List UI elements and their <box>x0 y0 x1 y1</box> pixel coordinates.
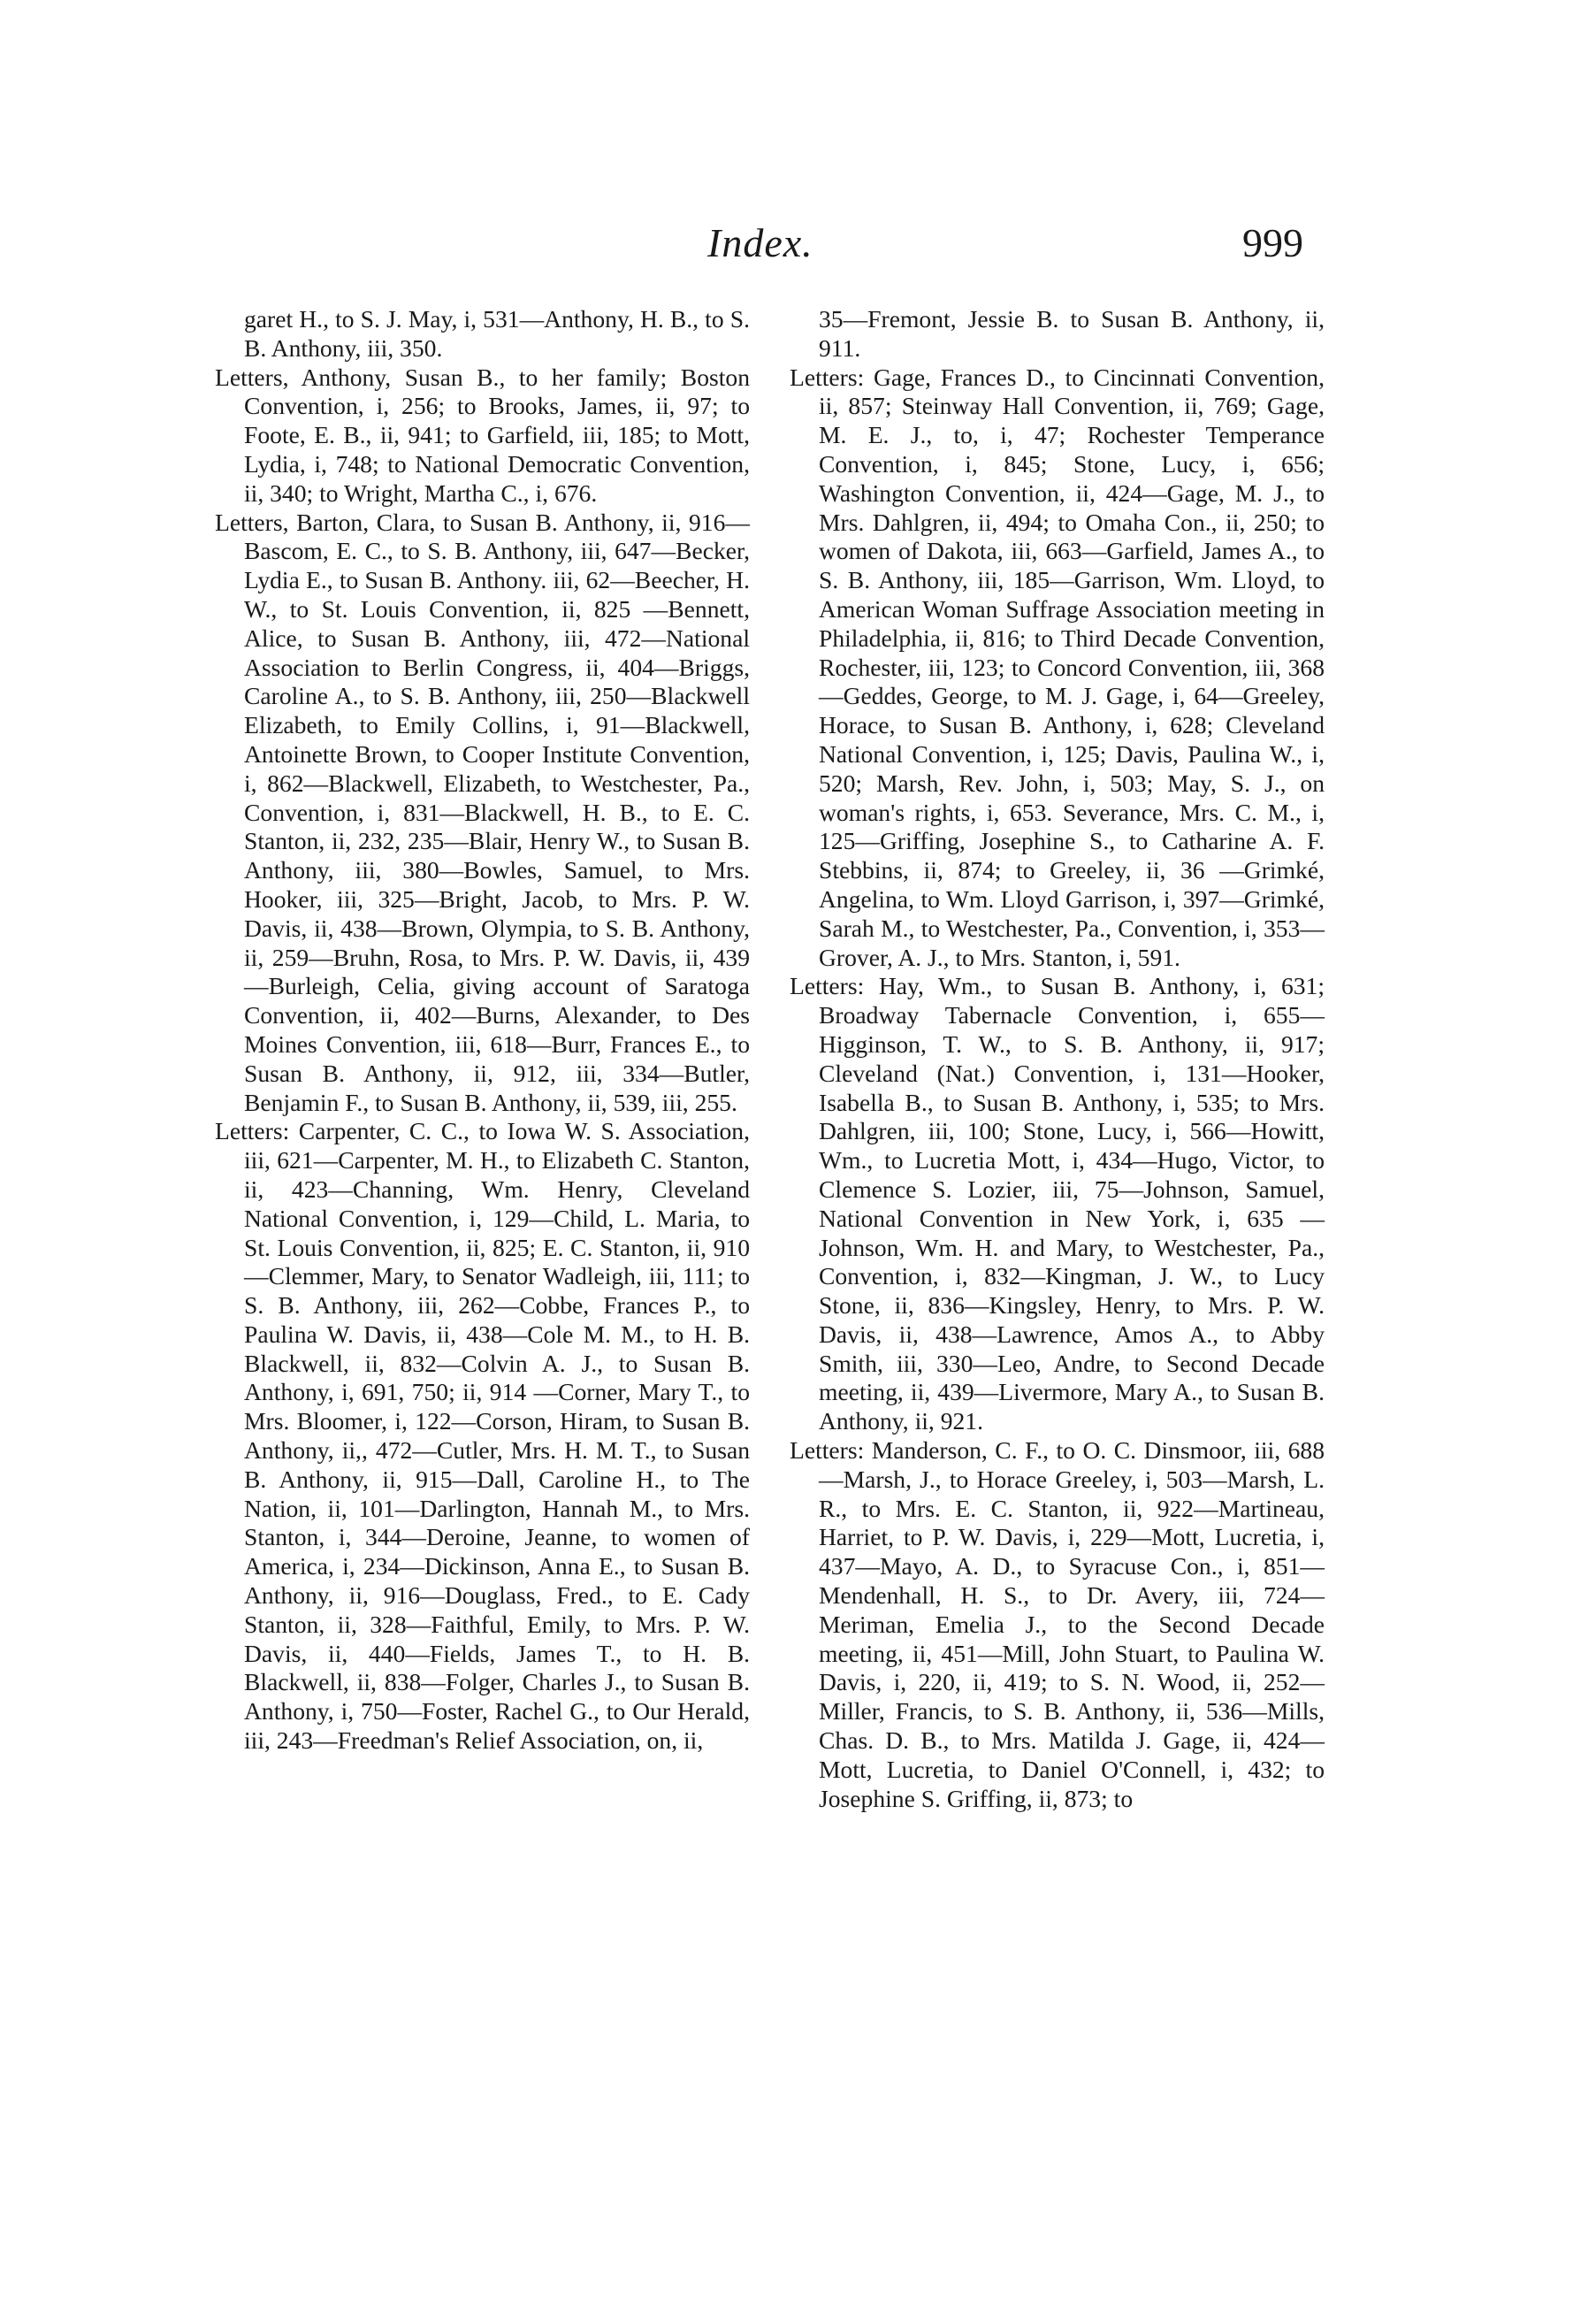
index-entry: garet H., to S. J. May, i, 531—Anthony, H. B., to S. B. Anthony, iii, 350. <box>244 305 750 362</box>
index-column-left <box>215 305 750 1756</box>
index-entry: Letters: Gage, Frances D., to Cincinnati Convention, ii, 857; Steinway Hall Convention, ii, 769; Gage, M. E. J., to, i, 47; Rochester Temperance Convention, i, 845; Stone, Lucy, i, 656; Washington Convention, ii, 424—Gage, M. J., to Mrs. Dahlgren, ii, 494; to Omaha Con., ii, 250; to women of Dakota, iii, 663—Garfield, James A., to S. B. Anthony, iii, 185—Garrison, Wm. Lloyd, to American Woman Suffrage Association meeting in Philadelphia, ii, 816; to Third Decade Convention, Rochester, iii, 123; to Concord Convention, iii, 368 —Geddes, George, to M. J. Gage, i, 64—Greeley, Horace, to Susan B. Anthony, i, 628; Cleveland National Convention, i, 125; Davis, Paulina W., i, 520; Marsh, Rev. John, i, 503; May, S. J., on woman's rights, i, 653. Severance, Mrs. C. M., i, 125—Griffing, Josephine S., to Catharine A. F. Stebbins, ii, 874; to Greeley, ii, 36 —Grimké, Angelina, to Wm. Lloyd Garrison, i, 397—Grimké, Sarah M., to Westchester, Pa., Convention, i, 353—Grover, A. J., to Mrs. Stanton, i, 591. <box>790 363 1325 971</box>
index-entry: Letters, Anthony, Susan B., to her family; Boston Convention, i, 256; to Brooks, James, ii, 97; to Foote, E. B., ii, 941; to Garfield, iii, 185; to Mott, Lydia, i, 748; to National Democratic Convention, ii, 340; to Wright, Martha C., i, 676. <box>215 363 750 507</box>
index-column-right <box>790 305 1325 1813</box>
index-entry: Letters: Hay, Wm., to Susan B. Anthony, i, 631; Broadway Tabernacle Convention, i, 655—Higginson, T. W., to S. B. Anthony, ii, 917; Cleveland (Nat.) Convention, i, 131—Hooker, Isabella B., to Susan B. Anthony, i, 535; to Mrs. Dahlgren, iii, 100; Stone, Lucy, i, 566—Howitt, Wm., to Lucretia Mott, i, 434—Hugo, Victor, to Clemence S. Lozier, iii, 75—Johnson, Samuel, National Convention in New York, i, 635 —Johnson, Wm. H. and Mary, to Westchester, Pa., Convention, i, 832—Kingman, J. W., to Lucy Stone, ii, 836—Kingsley, Henry, to Mrs. P. W. Davis, ii, 438—Lawrence, Amos A., to Abby Smith, iii, 330—Leo, Andre, to Second Decade meeting, ii, 439—Livermore, Mary A., to Susan B. Anthony, ii, 921. <box>790 972 1325 1435</box>
index-entry: Letters: Manderson, C. F., to O. C. Dinsmoor, iii, 688—Marsh, J., to Horace Greeley, i, 503—Marsh, L. R., to Mrs. E. C. Stanton, ii, 922—Martineau, Harriet, to P. W. Davis, i, 229—Mott, Lucretia, i, 437—Mayo, A. D., to Syracuse Con., i, 851—Mendenhall, H. S., to Dr. Avery, iii, 724—Meriman, Emelia J., to the Second Decade meeting, ii, 451—Mill, John Stuart, to Paulina W. Davis, i, 220, ii, 419; to S. N. Wood, ii, 252—Miller, Francis, to S. B. Anthony, ii, 536—Mills, Chas. D. B., to Mrs. Matilda J. Gage, ii, 424—Mott, Lucretia, to Daniel O'Connell, i, 432; to Josephine S. Griffing, ii, 873; to <box>790 1436 1325 1812</box>
index-entry: Letters, Barton, Clara, to Susan B. Anthony, ii, 916—Bascom, E. C., to S. B. Anthony, iii, 647—Becker, Lydia E., to Susan B. Anthony. iii, 62—Beecher, H. W., to St. Louis Convention, ii, 825 —Bennett, Alice, to Susan B. Anthony, iii, 472—National Association to Berlin Congress, ii, 404—Briggs, Caroline A., to S. B. Anthony, iii, 250—Blackwell Elizabeth, to Emily Collins, i, 91—Blackwell, Antoinette Brown, to Cooper Institute Convention, i, 862—Blackwell, Elizabeth, to Westchester, Pa., Convention, i, 831—Blackwell, H. B., to E. C. Stanton, ii, 232, 235—Blair, Henry W., to Susan B. Anthony, iii, 380—Bowles, Samuel, to Mrs. Hooker, iii, 325—Bright, Jacob, to Mrs. P. W. Davis, ii, 438—Brown, Olympia, to S. B. Anthony, ii, 259—Bruhn, Rosa, to Mrs. P. W. Davis, ii, 439—Burleigh, Celia, giving account of Saratoga Convention, ii, 402—Burns, Alexander, to Des Moines Convention, iii, 618—Burr, Frances E., to Susan B. Anthony, ii, 912, iii, 334—Butler, Benjamin F., to Susan B. Anthony, ii, 539, iii, 255. <box>215 508 750 1116</box>
page-header <box>0 219 1596 281</box>
running-title: Index. <box>707 220 813 265</box>
index-entry: Letters: Carpenter, C. C., to Iowa W. S. Association, iii, 621—Carpenter, M. H., to Elizabeth C. Stanton, ii, 423—Channing, Wm. Henry, Cleveland National Convention, i, 129—Child, L. Maria, to St. Louis Convention, ii, 825; E. C. Stanton, ii, 910—Clemmer, Mary, to Senator Wadleigh, iii, 111; to S. B. Anthony, iii, 262—Cobbe, Frances P., to Paulina W. Davis, ii, 438—Cole M. M., to H. B. Blackwell, ii, 832—Colvin A. J., to Susan B. Anthony, i, 691, 750; ii, 914 —Corner, Mary T., to Mrs. Bloomer, i, 122—Corson, Hiram, to Susan B. Anthony, ii,, 472—Cutler, Mrs. H. M. T., to Susan B. Anthony, ii, 915—Dall, Caroline H., to The Nation, ii, 101—Darlington, Hannah M., to Mrs. Stanton, i, 344—Deroine, Jeanne, to women of America, i, 234—Dickinson, Anna E., to Susan B. Anthony, ii, 916—Douglass, Fred., to E. Cady Stanton, ii, 328—Faithful, Emily, to Mrs. P. W. Davis, ii, 440—Fields, James T., to H. B. Blackwell, ii, 838—Folger, Charles J., to Susan B. Anthony, i, 750—Foster, Rachel G., to Our Herald, iii, 243—Freedman's Relief Association, on, ii, <box>215 1117 750 1755</box>
page-number: 999 <box>1242 220 1303 265</box>
index-entry: 35—Fremont, Jessie B. to Susan B. Anthony, ii, 911. <box>819 305 1325 362</box>
